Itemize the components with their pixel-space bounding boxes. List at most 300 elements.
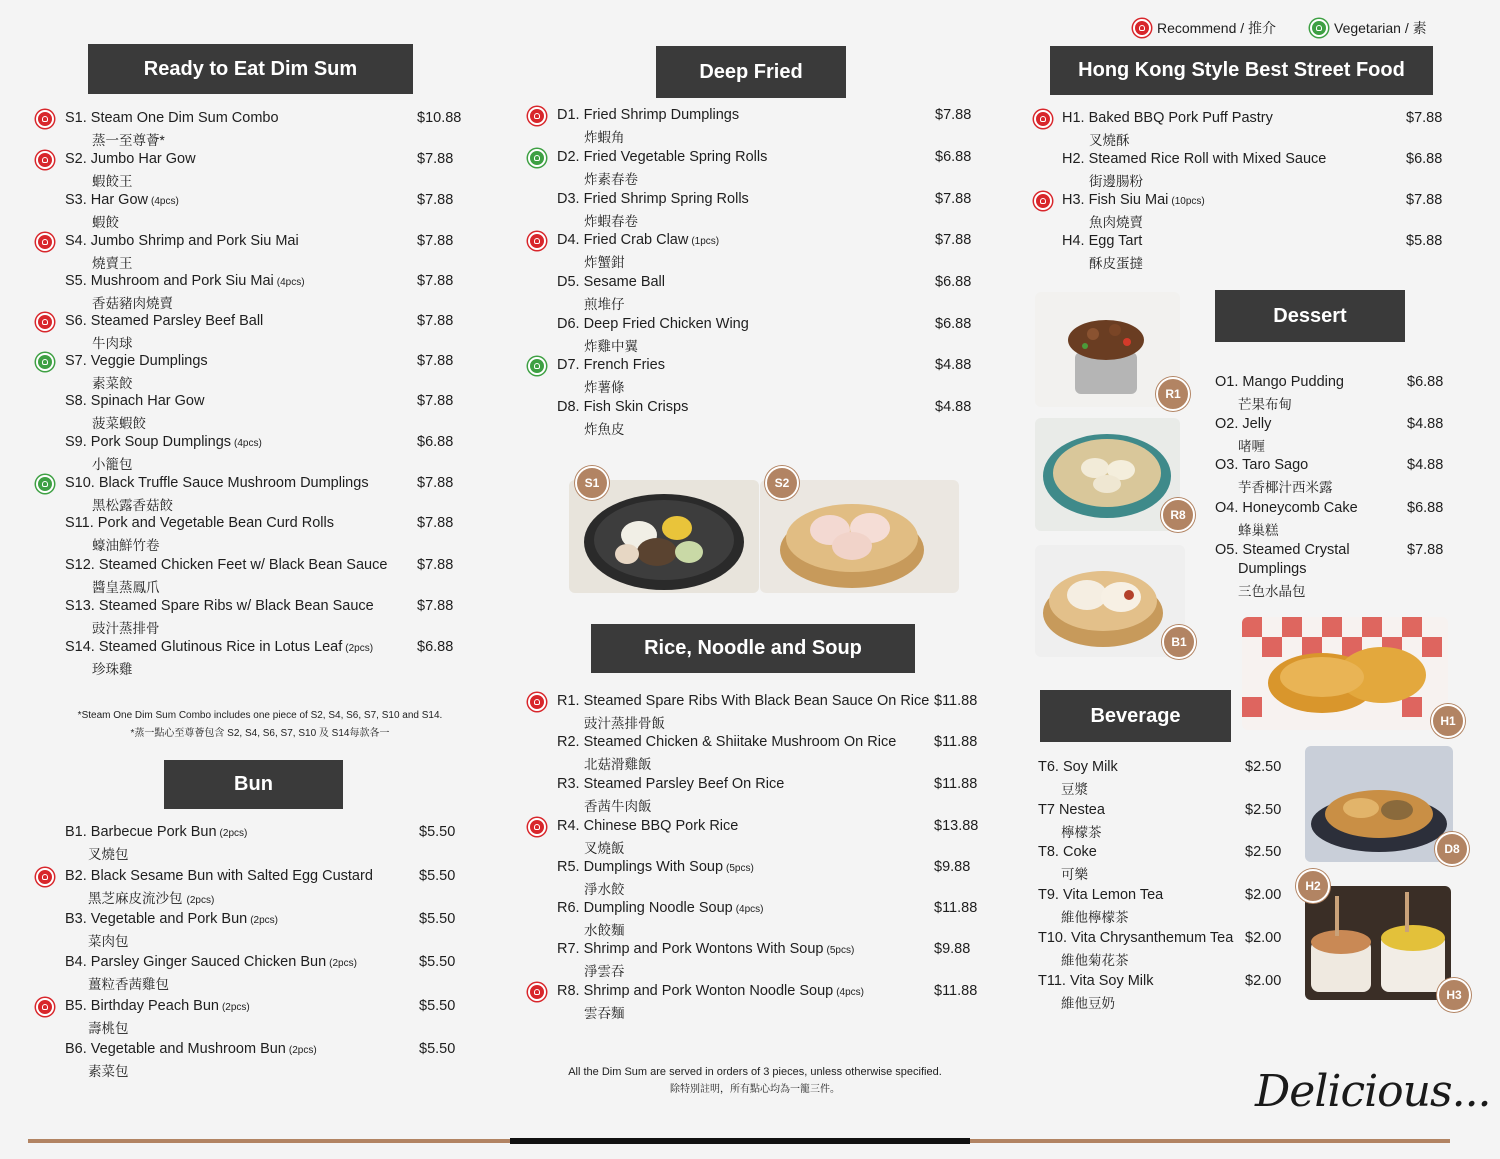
item-name-text: S6. Steamed Parsley Beef Ball [65, 313, 264, 329]
photo-tag-s2: S2 [765, 466, 799, 500]
item-price: $11.88 [934, 983, 978, 999]
photo-tag-h1: H1 [1431, 704, 1465, 738]
signature: Delicious... [1255, 1066, 1491, 1117]
item-chinese-text: 蠔油鮮竹卷 [92, 538, 160, 553]
item-chinese-text: 炸雞中翼 [584, 339, 638, 354]
item-price: $7.88 [935, 232, 972, 248]
item-chinese-text: 芒果布甸 [1238, 397, 1292, 412]
photo-tag-b1: B1 [1162, 625, 1196, 659]
recommend-icon [36, 151, 54, 169]
item-chinese-name [1238, 393, 1292, 413]
item-name-text: S9. Pork Soup Dumplings [65, 434, 232, 450]
item-name [1215, 457, 1308, 473]
item-name [65, 353, 208, 369]
item-chinese-text: 炸蝦春卷 [584, 214, 638, 229]
item-quantity: (4pcs) [234, 438, 262, 449]
item-name-text: S5. Mushroom and Pork Siu Mai [65, 273, 274, 289]
item-name-text: R7. Shrimp and Pork Wontons With Soup [557, 941, 824, 957]
item-name-text: B5. Birthday Peach Bun [65, 998, 219, 1014]
item-chinese-name [584, 712, 665, 732]
item-chinese-text: 珍珠雞 [92, 662, 133, 677]
item-chinese-text: 素菜餃 [92, 376, 133, 391]
item-name [1038, 930, 1233, 946]
item-chinese-text: 煎堆仔 [584, 297, 625, 312]
recommend-icon [36, 233, 54, 251]
item-chinese-name [1061, 992, 1115, 1012]
item-name-text: H3. Fish Siu Mai [1062, 192, 1169, 208]
item-name [65, 954, 357, 970]
item-chinese-text: 街邊腸粉 [1089, 174, 1143, 189]
item-chinese-text: 維他檸檬茶 [1061, 910, 1129, 925]
item-price: $2.00 [1245, 973, 1282, 989]
header-streetfood: Hong Kong Style Best Street Food [1050, 46, 1433, 95]
item-chinese-name [88, 973, 169, 993]
item-chinese-text: 雲吞麵 [584, 1006, 625, 1021]
item-name-text: S4. Jumbo Shrimp and Pork Siu Mai [65, 233, 299, 249]
item-chinese-text: 蒸一至尊薈* [92, 133, 165, 148]
item-price: $11.88 [934, 900, 978, 916]
item-name [1062, 110, 1273, 126]
item-chinese-text: 香菇豬肉燒賣 [92, 296, 173, 311]
item-chinese-text: 醬皇蒸鳳爪 [92, 580, 160, 595]
item-name [1038, 759, 1118, 775]
item-chinese-name [584, 878, 625, 898]
item-name [557, 900, 764, 916]
item-price: $6.88 [417, 639, 454, 655]
item-quantity: (5pcs) [826, 945, 855, 956]
item-name [65, 911, 278, 927]
item-price: $5.50 [419, 824, 456, 840]
vegetarian-icon [36, 475, 54, 493]
item-chinese-text: 菜肉包 [88, 934, 129, 949]
item-chinese-text: 小籠包 [92, 457, 133, 472]
item-name-text: S8. Spinach Har Gow [65, 393, 205, 409]
item-name [557, 941, 854, 957]
item-name-text: B4. Parsley Ginger Sauced Chicken Bun [65, 954, 327, 970]
item-chinese-text: 維他豆奶 [1061, 996, 1115, 1011]
item-chinese-name [584, 837, 625, 857]
photo-tag-s1: S1 [575, 466, 609, 500]
item-chinese-name [92, 372, 133, 392]
photo-tag-d8: D8 [1435, 832, 1469, 866]
item-name-text: D5. Sesame Ball [557, 274, 665, 290]
item-price: $2.50 [1245, 759, 1282, 775]
item-name-text: B2. Black Sesame Bun with Salted Egg Custard [65, 868, 373, 884]
item-chinese-name [584, 335, 638, 355]
item-price: $5.50 [419, 998, 456, 1014]
item-name-text: D8. Fish Skin Crisps [557, 399, 689, 415]
item-price: $7.88 [417, 598, 454, 614]
item-chinese-quantity: (2pcs) [186, 895, 215, 906]
item-name-text: T8. Coke [1038, 844, 1097, 860]
item-chinese-text: 豆漿 [1061, 782, 1088, 797]
item-chinese-text: 淨雲吞 [584, 964, 625, 979]
item-price: $2.00 [1245, 887, 1282, 903]
item-name-text: O5. Steamed Crystal [1215, 542, 1350, 558]
item-chinese-name [584, 753, 652, 773]
item-price: $4.88 [935, 399, 972, 415]
photo-tag-r1: R1 [1156, 377, 1190, 411]
vegetarian-icon [528, 357, 546, 375]
item-name-text: S11. Pork and Vegetable Bean Curd Rolls [65, 515, 334, 531]
item-chinese-text: 叉燒飯 [584, 841, 625, 856]
item-chinese-text: 啫喱 [1238, 439, 1265, 454]
item-name [65, 639, 373, 655]
item-name [1215, 374, 1344, 390]
item-chinese-name [1061, 949, 1129, 969]
item-chinese-name [92, 170, 133, 190]
item-price: $7.88 [935, 107, 972, 123]
item-name-text: S7. Veggie Dumplings [65, 353, 208, 369]
item-chinese-text: 炸蝦角 [584, 130, 625, 145]
item-name [557, 316, 749, 332]
item-name-text: S3. Har Gow [65, 192, 148, 208]
item-price: $6.88 [1407, 374, 1444, 390]
item-name [65, 110, 279, 126]
item-chinese-text: 炸蟹鉗 [584, 255, 625, 270]
item-name [1038, 973, 1154, 989]
recommend-icon [528, 107, 546, 125]
legend-vegetarian [1310, 18, 1427, 38]
item-chinese-name [92, 617, 160, 637]
item-name [65, 393, 204, 409]
item-chinese-name [92, 292, 173, 312]
item-price: $9.88 [934, 941, 971, 957]
vegetarian-icon [528, 149, 546, 167]
legend-recommend [1133, 18, 1276, 38]
photo-r8-wonton [1035, 418, 1180, 531]
item-name-text: H1. Baked BBQ Pork Puff Pastry [1062, 110, 1273, 126]
item-price: $5.50 [419, 954, 456, 970]
item-name-text: S2. Jumbo Har Gow [65, 151, 196, 167]
item-quantity: (4pcs) [836, 987, 864, 998]
item-chinese-name [1238, 435, 1265, 455]
item-name-text: S1. Steam One Dim Sum Combo [65, 110, 279, 126]
item-chinese-name [584, 418, 625, 438]
item-chinese-name [584, 376, 625, 396]
item-price: $5.50 [419, 911, 456, 927]
item-chinese-name [584, 919, 625, 939]
item-price: $7.88 [935, 191, 972, 207]
item-quantity: (4pcs) [276, 277, 305, 288]
item-price: $6.88 [935, 149, 972, 165]
item-name-text: S10. Black Truffle Sauce Mushroom Dumplings [65, 475, 369, 491]
item-price: $2.50 [1245, 802, 1282, 818]
item-name-text: S14. Steamed Glutinous Rice in Lotus Leaf [65, 639, 343, 655]
item-chinese-name [1061, 778, 1088, 798]
item-name [65, 998, 250, 1014]
item-name-text: T6. Soy Milk [1038, 759, 1118, 775]
item-chinese-name [92, 252, 133, 272]
item-price: $7.88 [417, 393, 454, 409]
served-note-zh: 除特別註明，所有點心均為一籠三件。 [670, 1084, 840, 1095]
item-price: $7.88 [417, 353, 454, 369]
item-price: $11.88 [934, 693, 978, 709]
item-quantity: (5pcs) [726, 863, 754, 874]
item-chinese-name [584, 293, 625, 313]
item-name-text: T9. Vita Lemon Tea [1038, 887, 1164, 903]
item-name [557, 191, 749, 207]
item-chinese-text: 壽桃包 [88, 1021, 129, 1036]
item-price: $6.88 [1407, 500, 1444, 516]
item-price: $7.88 [417, 273, 454, 289]
bottom-dark-bar [510, 1138, 970, 1144]
header-deepfried: Deep Fried [656, 46, 846, 98]
photo-tag-h3: H3 [1437, 978, 1471, 1012]
item-name [557, 107, 739, 123]
item-name [557, 734, 896, 750]
item-price: $7.88 [1406, 192, 1443, 208]
item-chinese-text: 檸檬茶 [1061, 825, 1102, 840]
item-name [65, 151, 196, 167]
item-name-text: D4. Fried Crab Claw [557, 232, 689, 248]
vegetarian-icon [36, 353, 54, 371]
item-chinese-text: 淨水餃 [584, 882, 625, 897]
item-name [1215, 500, 1358, 516]
item-chinese-name [1061, 863, 1088, 883]
item-price: $10.88 [417, 110, 462, 126]
header-rice: Rice, Noodle and Soup [591, 624, 915, 673]
item-chinese-name [584, 126, 625, 146]
item-name [65, 1041, 317, 1057]
item-name-text: S12. Steamed Chicken Feet w/ Black Bean Sauce [65, 557, 388, 573]
dimsum-note-zh: *蒸一點心至尊薈包含 S2, S4, S6, S7, S10 及 S14每款各一 [130, 728, 390, 739]
item-name-text: H2. Steamed Rice Roll with Mixed Sauce [1062, 151, 1327, 167]
item-name [557, 776, 784, 792]
item-name [65, 233, 299, 249]
item-chinese-name [88, 843, 129, 863]
item-chinese-name [1238, 519, 1279, 539]
item-quantity: (10pcs) [1171, 196, 1205, 207]
item-name [557, 274, 665, 290]
item-name [557, 818, 738, 834]
item-name [65, 598, 374, 614]
item-price: $7.88 [417, 233, 454, 249]
item-chinese-text: 蜂巢糕 [1238, 523, 1279, 538]
vegetarian-icon [1310, 19, 1328, 37]
item-chinese-name [584, 210, 638, 230]
item-name [1038, 887, 1163, 903]
item-name [65, 557, 387, 573]
item-name-text: O1. Mango Pudding [1215, 374, 1344, 390]
item-chinese-text: 黑松露香菇餃 [92, 498, 173, 513]
item-name [557, 859, 754, 875]
item-chinese-text: 牛肉球 [92, 336, 133, 351]
item-chinese-text: 蝦餃 [92, 215, 119, 230]
item-quantity: (2pcs) [250, 915, 278, 926]
item-chinese-name [1089, 170, 1143, 190]
item-price: $4.88 [1407, 457, 1444, 473]
recommend-icon [36, 868, 54, 886]
item-price: $7.88 [1406, 110, 1443, 126]
item-price: $4.88 [1407, 416, 1444, 432]
item-name-text: R4. Chinese BBQ Pork Rice [557, 818, 739, 834]
header-beverage: Beverage [1040, 690, 1231, 742]
item-name-text: D6. Deep Fried Chicken Wing [557, 316, 749, 332]
item-name-text: T10. Vita Chrysanthemum Tea [1038, 930, 1234, 946]
item-chinese-name [92, 576, 160, 596]
item-chinese-name [584, 251, 625, 271]
photo-h2-h3-street [1305, 886, 1451, 1000]
item-name [1215, 416, 1271, 432]
item-chinese-name [584, 795, 652, 815]
item-name [65, 824, 247, 840]
item-quantity: (2pcs) [345, 643, 374, 654]
item-quantity: (2pcs) [221, 1002, 250, 1013]
item-price: $5.88 [1406, 233, 1443, 249]
item-name-text: H4. Egg Tart [1062, 233, 1143, 249]
item-chinese-name [1238, 580, 1306, 600]
item-name [557, 693, 929, 709]
item-price: $11.88 [934, 776, 978, 792]
item-chinese-name [92, 494, 173, 514]
item-chinese-text: 水餃麵 [584, 923, 625, 938]
item-chinese-text: 薑粒香茜雞包 [88, 977, 169, 992]
item-name-text: D2. Fried Vegetable Spring Rolls [557, 149, 768, 165]
item-name [65, 313, 263, 329]
item-name-text: T11. Vita Soy Milk [1038, 973, 1154, 989]
recommend-icon [36, 110, 54, 128]
recommend-icon [528, 693, 546, 711]
item-chinese-name [88, 1060, 129, 1080]
item-quantity: (2pcs) [329, 958, 357, 969]
item-chinese-name [584, 960, 625, 980]
item-chinese-text: 北菇滑雞飯 [584, 757, 652, 772]
item-chinese-name [1061, 906, 1129, 926]
item-chinese-name [92, 211, 119, 231]
item-chinese-text: 芋香椰汁西米露 [1238, 480, 1333, 495]
item-price: $7.88 [417, 192, 454, 208]
item-name [65, 273, 305, 289]
recommend-icon [528, 983, 546, 1001]
item-chinese-name [584, 168, 638, 188]
item-price: $6.88 [417, 434, 454, 450]
photo-h1-pastry [1242, 617, 1448, 730]
item-quantity: (1pcs) [691, 236, 720, 247]
item-chinese-text: 燒賣王 [92, 256, 133, 271]
item-name-text: R6. Dumpling Noodle Soup [557, 900, 733, 916]
item-name-text: T7 Nestea [1038, 802, 1105, 818]
item-quantity: (2pcs) [288, 1045, 317, 1056]
item-chinese-text: 三色水晶包 [1238, 584, 1306, 599]
item-name-text: B6. Vegetable and Mushroom Bun [65, 1041, 286, 1057]
item-chinese-name [1089, 129, 1130, 149]
header-dessert: Dessert [1215, 290, 1405, 342]
item-chinese-text: 維他菊花茶 [1061, 953, 1129, 968]
item-chinese-text: 香茜牛肉飯 [584, 799, 652, 814]
item-price: $6.88 [935, 316, 972, 332]
item-name [65, 515, 334, 531]
item-name [557, 232, 719, 248]
item-price: $7.88 [417, 557, 454, 573]
item-chinese-text: 叉燒酥 [1089, 133, 1130, 148]
photo-d8-fish-skin [1305, 746, 1453, 862]
item-quantity: (4pcs) [735, 904, 764, 915]
item-price: $6.88 [935, 274, 972, 290]
recommend-icon [528, 232, 546, 250]
header-dimsum: Ready to Eat Dim Sum [88, 44, 413, 94]
item-chinese-text: 炸素春卷 [584, 172, 638, 187]
item-chinese-text: 豉汁蒸排骨飯 [584, 716, 665, 731]
item-quantity: (4pcs) [151, 196, 179, 207]
item-price: $9.88 [934, 859, 971, 875]
item-name-text: B1. Barbecue Pork Bun [65, 824, 217, 840]
item-name [557, 983, 864, 999]
item-name-text: R2. Steamed Chicken & Shiitake Mushroom On Rice [557, 734, 897, 750]
item-price: $7.88 [417, 515, 454, 531]
item-name-text: R3. Steamed Parsley Beef On Rice [557, 776, 785, 792]
item-chinese-text: 酥皮蛋撻 [1089, 256, 1143, 271]
item-name-text: D1. Fried Shrimp Dumplings [557, 107, 740, 123]
item-chinese-text: 菠菜蝦餃 [92, 416, 146, 431]
dimsum-note-en: *Steam One Dim Sum Combo includes one piece of S2, S4, S6, S7, S10 and S14. [77, 710, 443, 721]
item-name-text: D3. Fried Shrimp Spring Rolls [557, 191, 749, 207]
item-name [557, 149, 767, 165]
item-name-text: S13. Steamed Spare Ribs w/ Black Bean Sauce [65, 598, 374, 614]
item-name-text: R1. Steamed Spare Ribs With Black Bean Sauce On Rice [557, 693, 930, 709]
recommend-icon [1034, 110, 1052, 128]
item-chinese-name [88, 930, 129, 950]
item-name [1038, 802, 1105, 818]
legend-vegetarian-label: Vegetarian / 素 [1334, 20, 1427, 36]
item-price: $5.50 [419, 1041, 456, 1057]
item-chinese-name [584, 1002, 625, 1022]
item-name [65, 192, 179, 208]
item-chinese-text: 黑芝麻皮流沙包 [88, 891, 183, 906]
item-chinese-text: 蝦餃王 [92, 174, 133, 189]
item-chinese-text: 叉燒包 [88, 847, 129, 862]
item-chinese-name [1089, 252, 1143, 272]
item-name [65, 868, 373, 884]
recommend-icon [1133, 19, 1151, 37]
item-chinese-text: 豉汁蒸排骨 [92, 621, 160, 636]
item-name-text: B3. Vegetable and Pork Bun [65, 911, 248, 927]
item-name-text: R8. Shrimp and Pork Wonton Noodle Soup [557, 983, 834, 999]
item-chinese-name [1061, 821, 1102, 841]
item-name [1062, 233, 1142, 249]
item-price: $2.50 [1245, 844, 1282, 860]
header-bun: Bun [164, 760, 343, 809]
item-chinese-text: 素菜包 [88, 1064, 129, 1079]
recommend-icon [36, 313, 54, 331]
recommend-icon [1034, 192, 1052, 210]
item-chinese-name [1089, 211, 1143, 231]
photo-tag-r8: R8 [1161, 498, 1195, 532]
item-price: $11.88 [934, 734, 978, 750]
item-name-text: R5. Dumplings With Soup [557, 859, 724, 875]
item-price: $4.88 [935, 357, 972, 373]
item-price: $13.88 [934, 818, 979, 834]
item-name [1062, 151, 1326, 167]
item-chinese-name [92, 534, 160, 554]
item-price: $7.88 [417, 151, 454, 167]
item-price: $7.88 [417, 313, 454, 329]
item-price: $7.88 [1407, 542, 1444, 558]
photo-tag-h2: H2 [1296, 869, 1330, 903]
item-chinese-name [92, 129, 165, 149]
item-price: $5.50 [419, 868, 456, 884]
item-chinese-name [1238, 476, 1333, 496]
item-chinese-name [92, 658, 133, 678]
served-note-en: All the Dim Sum are served in orders of 3 pieces, unless otherwise specified. [568, 1066, 942, 1078]
item-name-text: O2. Jelly [1215, 416, 1272, 432]
recommend-icon [528, 818, 546, 836]
item-quantity: (2pcs) [219, 828, 248, 839]
item-chinese-text: 可樂 [1061, 867, 1088, 882]
item-name-line2: Dumplings [1238, 561, 1307, 577]
item-name [557, 357, 665, 373]
legend-recommend-label: Recommend / 推介 [1157, 20, 1277, 36]
